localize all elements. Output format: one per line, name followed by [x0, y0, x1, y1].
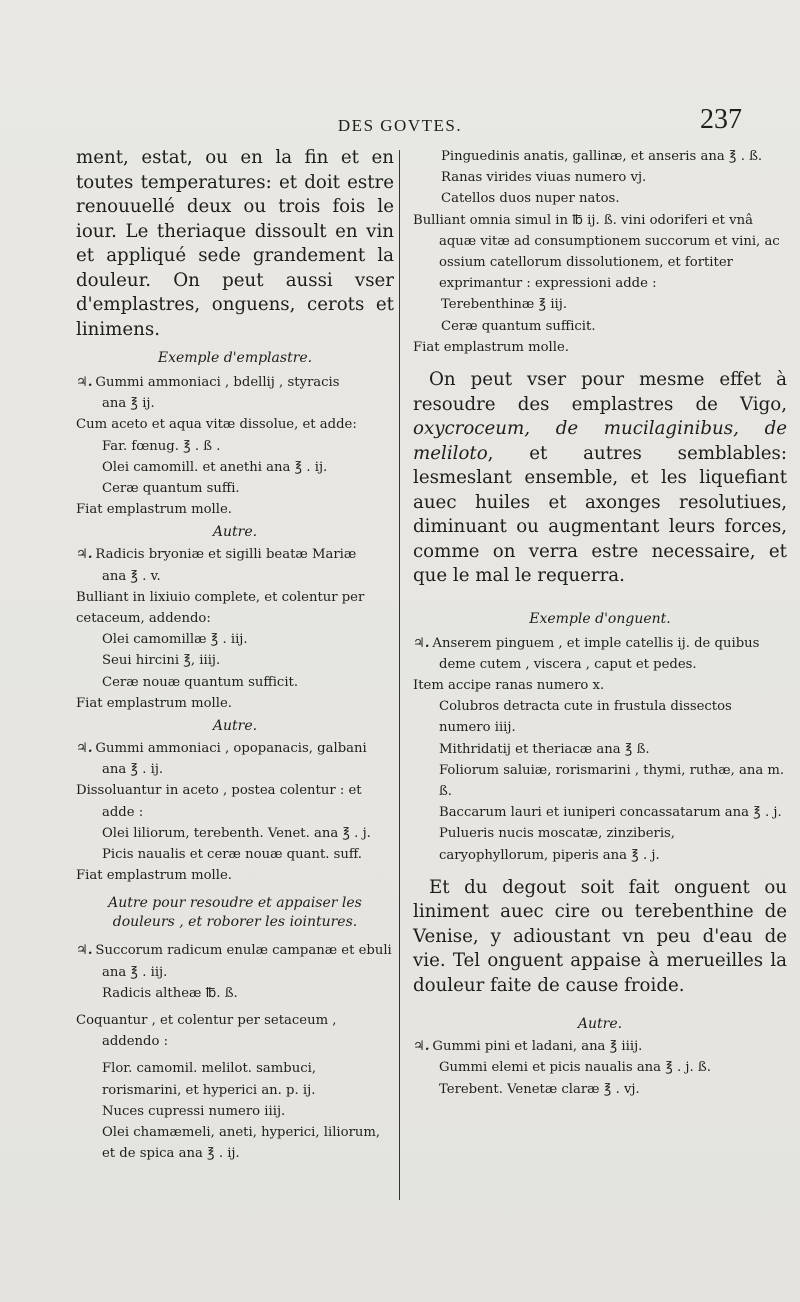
recipe-2 [76, 544, 394, 714]
recipe-line: Pinguedinis anatis, gallinæ, et anseris ana ℥ . ß. [441, 149, 763, 164]
recipe-symbol: ♃. [76, 741, 93, 757]
recipe-line: Mithridatij et theriacæ ana ℥ ß. [439, 741, 650, 757]
recipe-line: Nuces cupressi numero iiij. [102, 1103, 286, 1119]
recipe-line: Fiat emplastrum molle. [76, 502, 232, 518]
heading-autre: Autre. [212, 718, 258, 735]
recipe-line: Dissoluantur in aceto , postea colentur : et adde : [76, 783, 362, 820]
recipe-line: Catellos duos nuper natos. [441, 191, 620, 207]
recipe-line: Bulliant omnia simul in ℔ ij. ß. vini odoriferi et vnâ aquæ vitæ ad consumptionem succorum et vini, ac ossium catellorum dissolutionem, et fortiter exprimantur : expressioni adde : [413, 212, 780, 292]
paragraph-text: On peut vser pour mesme effet à resoudre des emplastres de Vigo, [413, 369, 787, 415]
heading-autre: Autre. [212, 524, 258, 541]
recipe-line: Coquantur , et colentur per setaceum , addendo : [76, 1013, 337, 1050]
paragraph-text: , et autres semblables: lesmeslant ensemble, et les liquefiant auec huiles et axonges resolutiues, diminuant ou augmentant leurs forces, comme on verra estre necessaire, et que le mal le requerra. [413, 442, 787, 587]
recipe-line: Ceræ quantum sufficit. [441, 318, 596, 334]
recipe-line: Terebent. Venetæ claræ ℥ . vj. [439, 1081, 640, 1097]
recipe-3 [76, 738, 394, 886]
running-head: DES GOVTES. [337, 116, 463, 135]
recipe-line: Ranas virides viuas numero vj. [441, 170, 647, 186]
recipe-line: Gummi elemi et picis naualis ana ℥ . j. ß. [439, 1060, 711, 1076]
intro-paragraph: ment, estat, ou en la fin et en toutes temperatures: et doit estre renouuellé deux ou trois fois le iour. Le theriaque dissoult en vin et appliqué sede grandement la douleur. On peut aussi vser d'emplastres, onguens, cerots et linimens. [76, 147, 394, 340]
recipe-6 [413, 633, 787, 866]
recipe-line: Radicis bryoniæ et sigilli beatæ Mariæ [95, 547, 357, 563]
recipe-line: Seui hircini ℥, iiij. [102, 653, 221, 669]
recipe-line: Item accipe ranas numero x. [413, 677, 605, 693]
recipe-symbol: ♃. [76, 943, 93, 959]
recipe-5 [413, 146, 787, 358]
recipe-4 [76, 940, 394, 1164]
recipe-line: Bulliant in lixiuio complete, et colentur per cetaceum, addendo: [76, 589, 365, 627]
paragraph-italic-names: oxycroceum, de mucilaginibus, de meliloto [413, 418, 787, 464]
recipe-line: Colubros detracta cute in frustula dissectos numero iiij. [439, 699, 732, 736]
recipe-line: Fiat emplastrum molle. [413, 339, 569, 355]
recipe-line: Gummi ammoniaci , opopanacis, galbani ana ℥ . ij. [95, 741, 367, 778]
column-divider [399, 150, 400, 1200]
recipe-line: Ceræ quantum suffi. [102, 481, 240, 497]
recipe-line: Fiat emplastrum molle. [76, 868, 232, 884]
recipe-line: Radicis altheæ ℔. ß. [102, 985, 238, 1001]
recipe-1 [76, 372, 394, 520]
recipe-symbol: ♃. [413, 1039, 430, 1055]
recipe-line: Foliorum saluiæ, rorismarini , thymi, ruthæ, ana m. ß. [439, 762, 785, 799]
recipe-line: Picis naualis et ceræ nouæ quant. suff. [102, 847, 362, 863]
recipe-line: Anserem pinguem , et imple catellis ij. de quibus deme cutem , viscera , caput et pedes. [432, 635, 760, 672]
right-column [413, 146, 787, 1100]
paragraph-vigo [413, 368, 787, 589]
left-column [76, 146, 394, 1165]
paragraph-onguent: Et du degout soit fait onguent ou liniment auec cire ou terebenthine de Venise, y adioustant vn peu d'eau de vie. Tel onguent appaise à merueilles la douleur faite de cause froide. [413, 876, 787, 996]
recipe-line: Gummi pini et ladani, ana ℥ iiij. [432, 1039, 643, 1055]
recipe-line: ana ℥ ij. [102, 396, 155, 412]
heading-exemple-emplastre: Exemple d'emplastre. [157, 350, 313, 366]
heading-exemple-onguent: Exemple d'onguent. [529, 610, 671, 627]
heading-autre: Autre. [577, 1016, 623, 1033]
page-number: 237 [700, 104, 742, 135]
recipe-line: ana ℥ . v. [102, 568, 161, 584]
heading-autre-resoudre: Autre pour resoudre et appaiser les douleurs , et roborer les iointures. [108, 895, 362, 931]
recipe-line: Fiat emplastrum molle. [76, 695, 232, 711]
recipe-line: Olei camomillæ ℥ . iij. [102, 632, 248, 648]
recipe-line: Ceræ nouæ quantum sufficit. [102, 674, 299, 690]
recipe-line: Olei liliorum, terebenth. Venet. ana ℥ . j. [102, 825, 371, 841]
recipe-7 [413, 1036, 787, 1100]
recipe-symbol: ♃. [76, 547, 93, 563]
recipe-line: Cum aceto et aqua vitæ dissolue, et adde: [76, 417, 357, 433]
recipe-line: Terebenthinæ ℥ iij. [441, 297, 568, 313]
recipe-line: Far. fœnug. ℥ . ß . [102, 438, 221, 454]
recipe-line: Flor. camomil. melilot. sambuci, rorismarini, et hyperici an. p. ij. [102, 1061, 317, 1098]
recipe-line: Succorum radicum enulæ campanæ et ebuli ana ℥ . iij. [95, 943, 392, 980]
recipe-line: Olei chamæmeli, aneti, hyperici, liliorum, et de spica ana ℥ . ij. [102, 1125, 381, 1162]
recipe-line: Gummi ammoniaci , bdellij , styracis [95, 375, 340, 390]
recipe-line: Baccarum lauri et iuniperi concassatarum ana ℥ . j. [439, 805, 782, 821]
recipe-line: Pulueris nucis moscatæ, zinziberis, caryophyllorum, piperis ana ℥ . j. [439, 826, 676, 863]
recipe-line: Olei camomill. et anethi ana ℥ . ij. [102, 459, 328, 475]
recipe-symbol: ♃. [413, 635, 430, 651]
recipe-symbol: ♃. [76, 375, 93, 390]
